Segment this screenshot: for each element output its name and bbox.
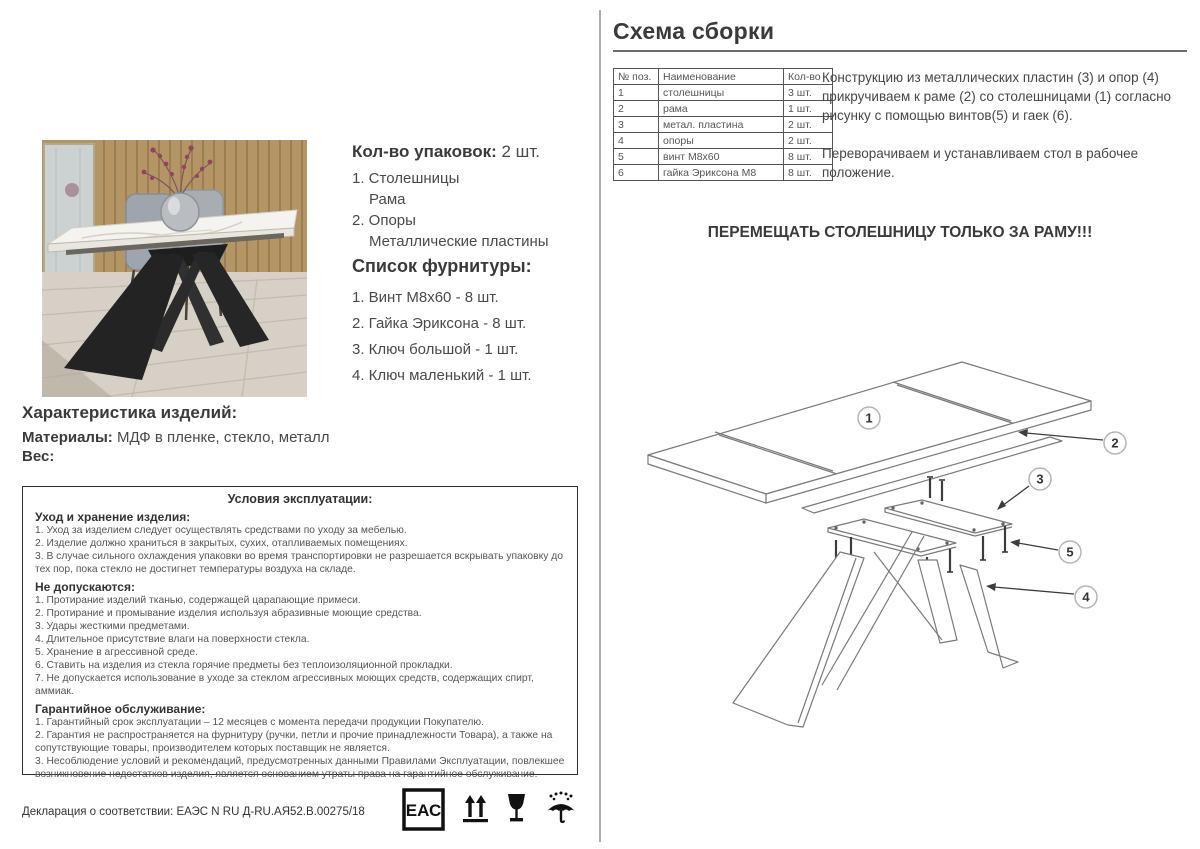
hardware-title: Список фурнитуры: xyxy=(352,256,532,276)
diagram-legs xyxy=(733,532,1018,727)
col-header-name: Наименование xyxy=(659,69,784,85)
eac-letters: ЕАС xyxy=(405,800,442,820)
not-allowed-line: 3. Удары жесткими предметами. xyxy=(35,621,190,632)
handling-warning: ПЕРЕМЕЩАТЬ СТОЛЕШНИЦУ ТОЛЬКО ЗА РАМУ!!! xyxy=(707,224,1093,241)
diagram-metal-plate xyxy=(828,519,956,552)
materials-label: Материалы: xyxy=(22,429,113,446)
table-row xyxy=(614,165,833,181)
callout-1: 1 xyxy=(865,410,873,426)
care-line: 1. Уход за изделием следует осуществлять средствами по уходу за мебелью. xyxy=(35,525,407,536)
guarantee-line: 2. Гарантия не распространяется на фурнитуру (ручки, петли и прочие принадлежности Товара), а также на сопутствующие товары, производителем которых поставщик не является. xyxy=(35,730,553,754)
packages-line: Рама xyxy=(369,191,406,208)
product-photo xyxy=(42,140,307,397)
conditions-box xyxy=(22,486,578,780)
cell-qty: 1 шт. xyxy=(784,101,833,117)
cell-qty: 8 шт. xyxy=(784,149,833,165)
packages-line: Металлические пластины xyxy=(369,233,549,250)
materials-line xyxy=(22,429,442,446)
not-allowed-line: 2. Протирание и промывание изделия используя абразивные моющие средства. xyxy=(35,608,422,619)
assembly-title-rule xyxy=(613,50,1187,52)
not-allowed-line: 6. Ставить на изделия из стекла горячие предметы без теплоизоляционной прокладки. xyxy=(35,660,453,671)
declaration-text: Декларация о соответствии: ЕАЭС N RU Д-RU.АЯ52.В.00275/18 xyxy=(22,806,365,818)
assembly-paragraph: Конструкцию из металлических пластин (3) и опор (4) прикручиваем к раме (2) со столешницами (1) согласно рисунку с помощью винтов(5) и гаек (6). xyxy=(822,70,1172,123)
callout-3: 3 xyxy=(1036,471,1044,487)
not-allowed-line: 5. Хранение в агрессивной среде. xyxy=(35,647,198,658)
cell-name: столешницы xyxy=(659,85,784,101)
callout-4: 4 xyxy=(1082,589,1090,605)
assembly-paragraph: Переворачиваем и устанавливаем стол в рабочее положение. xyxy=(822,146,1139,180)
not-allowed-line: 4. Длительное присутствие влаги на поверхности стекла. xyxy=(35,634,310,645)
certification-icons xyxy=(402,786,587,832)
packages-block xyxy=(352,142,602,252)
mirror-reflection xyxy=(65,183,79,197)
parts-table-wrap xyxy=(613,68,833,181)
not-allowed-line: 1. Протирание изделий тканью, содержащей царапающие примеси. xyxy=(35,595,361,606)
cell-pos: 3 xyxy=(614,117,659,133)
hardware-list xyxy=(352,285,602,389)
guarantee-line: 3. Несоблюдение условий и рекомендаций, предусмотренных данными Правилами Эксплуатации, повлекшее возникновение недостатков изделия, является основанием утраты права на гарантийное обслуживание. xyxy=(35,756,565,780)
care-line: 2. Изделие должно храниться в закрытых, сухих, отапливаемых помещениях. xyxy=(35,538,408,549)
cell-qty: 8 шт. xyxy=(784,165,833,181)
not-allowed-heading: Не допускаются: xyxy=(35,580,135,594)
hardware-item: 1. Винт М8х60 - 8 шт. xyxy=(352,289,499,306)
cell-name: опоры xyxy=(659,133,784,149)
column-divider xyxy=(599,10,601,842)
materials-value: МДФ в пленке, стекло, металл xyxy=(116,429,330,446)
table-row xyxy=(614,101,833,117)
parts-table xyxy=(613,68,833,181)
cell-pos: 4 xyxy=(614,133,659,149)
assembly-diagram xyxy=(612,340,1187,745)
assembly-paragraphs xyxy=(822,68,1192,201)
cell-pos: 5 xyxy=(614,149,659,165)
hardware-block xyxy=(352,256,602,389)
callout-2: 2 xyxy=(1111,435,1119,451)
cell-pos: 6 xyxy=(614,165,659,181)
weight-label: Вес: xyxy=(22,448,55,465)
cell-name: винт М8х60 xyxy=(659,149,784,165)
table-row xyxy=(614,85,833,101)
packages-title xyxy=(352,142,602,162)
table-row xyxy=(614,133,833,149)
cell-name: рама xyxy=(659,101,784,117)
guarantee-heading: Гарантийное обслуживание: xyxy=(35,702,206,716)
product-photo-scene xyxy=(42,140,307,397)
table-row xyxy=(614,149,833,165)
callout-5: 5 xyxy=(1066,544,1074,560)
conditions-title: Условия эксплуатации: xyxy=(227,492,373,506)
not-allowed-line: 7. Не допускается использование в уходе за стеклом агрессивных моющих средств, содержащих спирт, аммиак. xyxy=(35,673,534,697)
eac-mark xyxy=(402,788,445,831)
cell-name: метал. пластина xyxy=(659,117,784,133)
assembly-title: Схема сборки xyxy=(613,18,775,44)
col-header-qty: Кол-во xyxy=(784,69,833,85)
fragile-icon xyxy=(506,791,527,827)
this-way-up-icon xyxy=(462,791,489,827)
cell-name: гайка Эриксона М8 xyxy=(659,165,784,181)
cell-qty: 2 шт. xyxy=(784,133,833,149)
packages-line: 2. Опоры xyxy=(352,212,416,229)
packages-line: 1. Столешницы xyxy=(352,170,460,187)
callout-arrows xyxy=(994,433,1103,594)
cell-qty: 2 шт. xyxy=(784,117,833,133)
characteristics-block xyxy=(22,403,442,465)
guarantee-line: 1. Гарантийный срок эксплуатации – 12 месяцев с момента передачи продукции Покупателю. xyxy=(35,717,484,728)
packages-list xyxy=(352,168,602,252)
keep-dry-icon xyxy=(544,791,578,827)
hardware-item: 2. Гайка Эриксона - 8 шт. xyxy=(352,315,527,332)
hardware-item: 4. Ключ маленький - 1 шт. xyxy=(352,367,532,384)
parts-header-row xyxy=(614,69,833,85)
care-heading: Уход и хранение изделия: xyxy=(35,510,191,524)
characteristics-title: Характеристика изделий: xyxy=(22,403,238,422)
col-header-pos: № поз. xyxy=(614,69,659,85)
hardware-item: 3. Ключ большой - 1 шт. xyxy=(352,341,519,358)
packages-label: Кол-во упаковок: xyxy=(352,142,497,161)
packages-value: 2 шт. xyxy=(501,142,540,161)
cell-pos: 2 xyxy=(614,101,659,117)
cell-pos: 1 xyxy=(614,85,659,101)
cell-qty: 3 шт. xyxy=(784,85,833,101)
table-row xyxy=(614,117,833,133)
care-line: 3. В случае сильного охлаждения упаковки во время транспортировки не разрешается вскрывать упаковку до тех пор, пока стекло не достигнет температуры воздуха на складе. xyxy=(35,551,563,575)
